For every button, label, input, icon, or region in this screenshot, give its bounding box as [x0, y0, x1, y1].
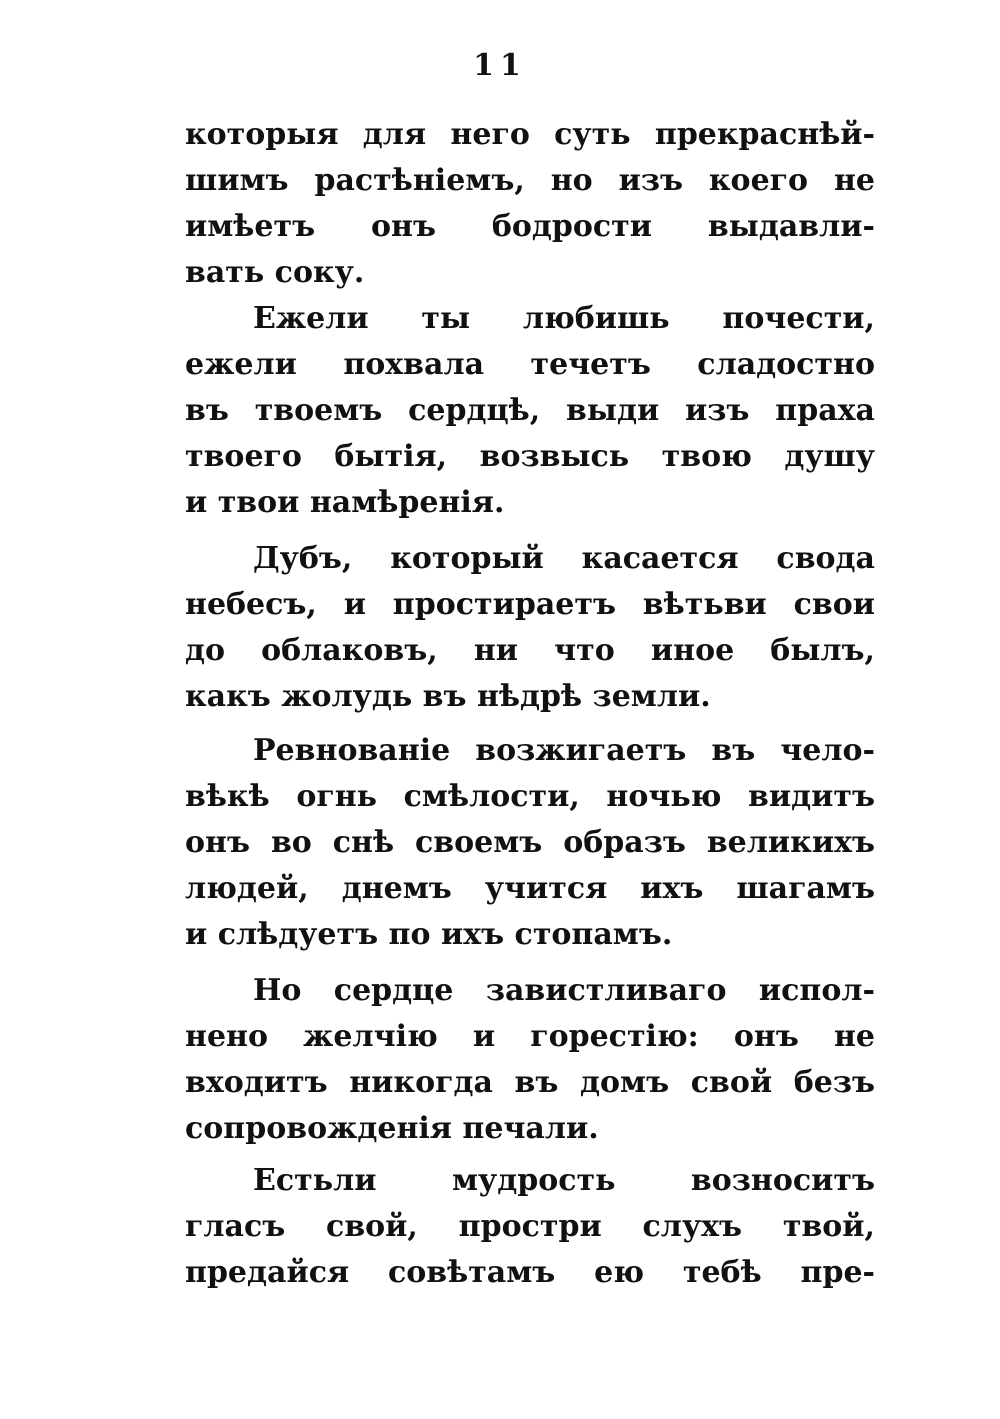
paragraph-5: [185, 968, 875, 1152]
text-line: онъ во снѣ своемъ образъ великихъ: [185, 825, 875, 860]
text-line: которыя для него суть прекраснѣй-: [185, 117, 875, 152]
text-line: до облаковъ, ни что иное былъ,: [185, 633, 875, 668]
text-line: имѣетъ онъ бодрости выдавли-: [185, 209, 875, 244]
text-line: и твои намѣренія.: [185, 485, 505, 520]
text-line: вать соку.: [185, 255, 365, 290]
paragraph-2: [185, 296, 875, 526]
paragraph-3: [185, 536, 875, 720]
text-line: Ежели ты любишь почести,: [253, 301, 875, 336]
text-line: шимъ растѣніемъ, но изъ коего не: [185, 163, 875, 198]
text-line: какъ жолудь въ нѣдрѣ земли.: [185, 679, 711, 714]
text-line: въ твоемъ сердцѣ, выди изъ праха: [185, 393, 875, 428]
text-line: входитъ никогда въ домъ свой безъ: [185, 1065, 875, 1100]
paragraph-6: [185, 1158, 875, 1296]
paragraph-4: [185, 728, 875, 958]
text-line: Дубъ, который касается свода: [253, 541, 875, 576]
page-number: 11: [473, 48, 527, 83]
text-line: нено желчію и горестію: онъ не: [185, 1019, 875, 1054]
text-line: вѣкѣ огнь смѣлости, ночью видитъ: [185, 779, 875, 814]
text-line: ежели похвала течетъ сладостно: [185, 347, 875, 382]
paragraph-1: [185, 112, 875, 296]
text-line: людей, днемъ учится ихъ шагамъ: [185, 871, 875, 906]
text-line: Естьли мудрость возноситъ: [253, 1163, 875, 1198]
text-line: Ревнованіе возжигаетъ въ чело-: [253, 733, 875, 768]
text-line: Но сердце завистливаго испол-: [253, 973, 875, 1008]
text-line: сопровожденія печали.: [185, 1111, 599, 1146]
text-line: и слѣдуетъ по ихъ стопамъ.: [185, 917, 673, 952]
text-line: небесъ, и простираетъ вѣтьви свои: [185, 587, 875, 622]
text-line: гласъ свой, простри слухъ твой,: [185, 1209, 875, 1244]
text-line: предайся совѣтамъ ею тебѣ пре-: [185, 1255, 875, 1290]
text-line: твоего бытія, возвысь твою душу: [185, 439, 875, 474]
